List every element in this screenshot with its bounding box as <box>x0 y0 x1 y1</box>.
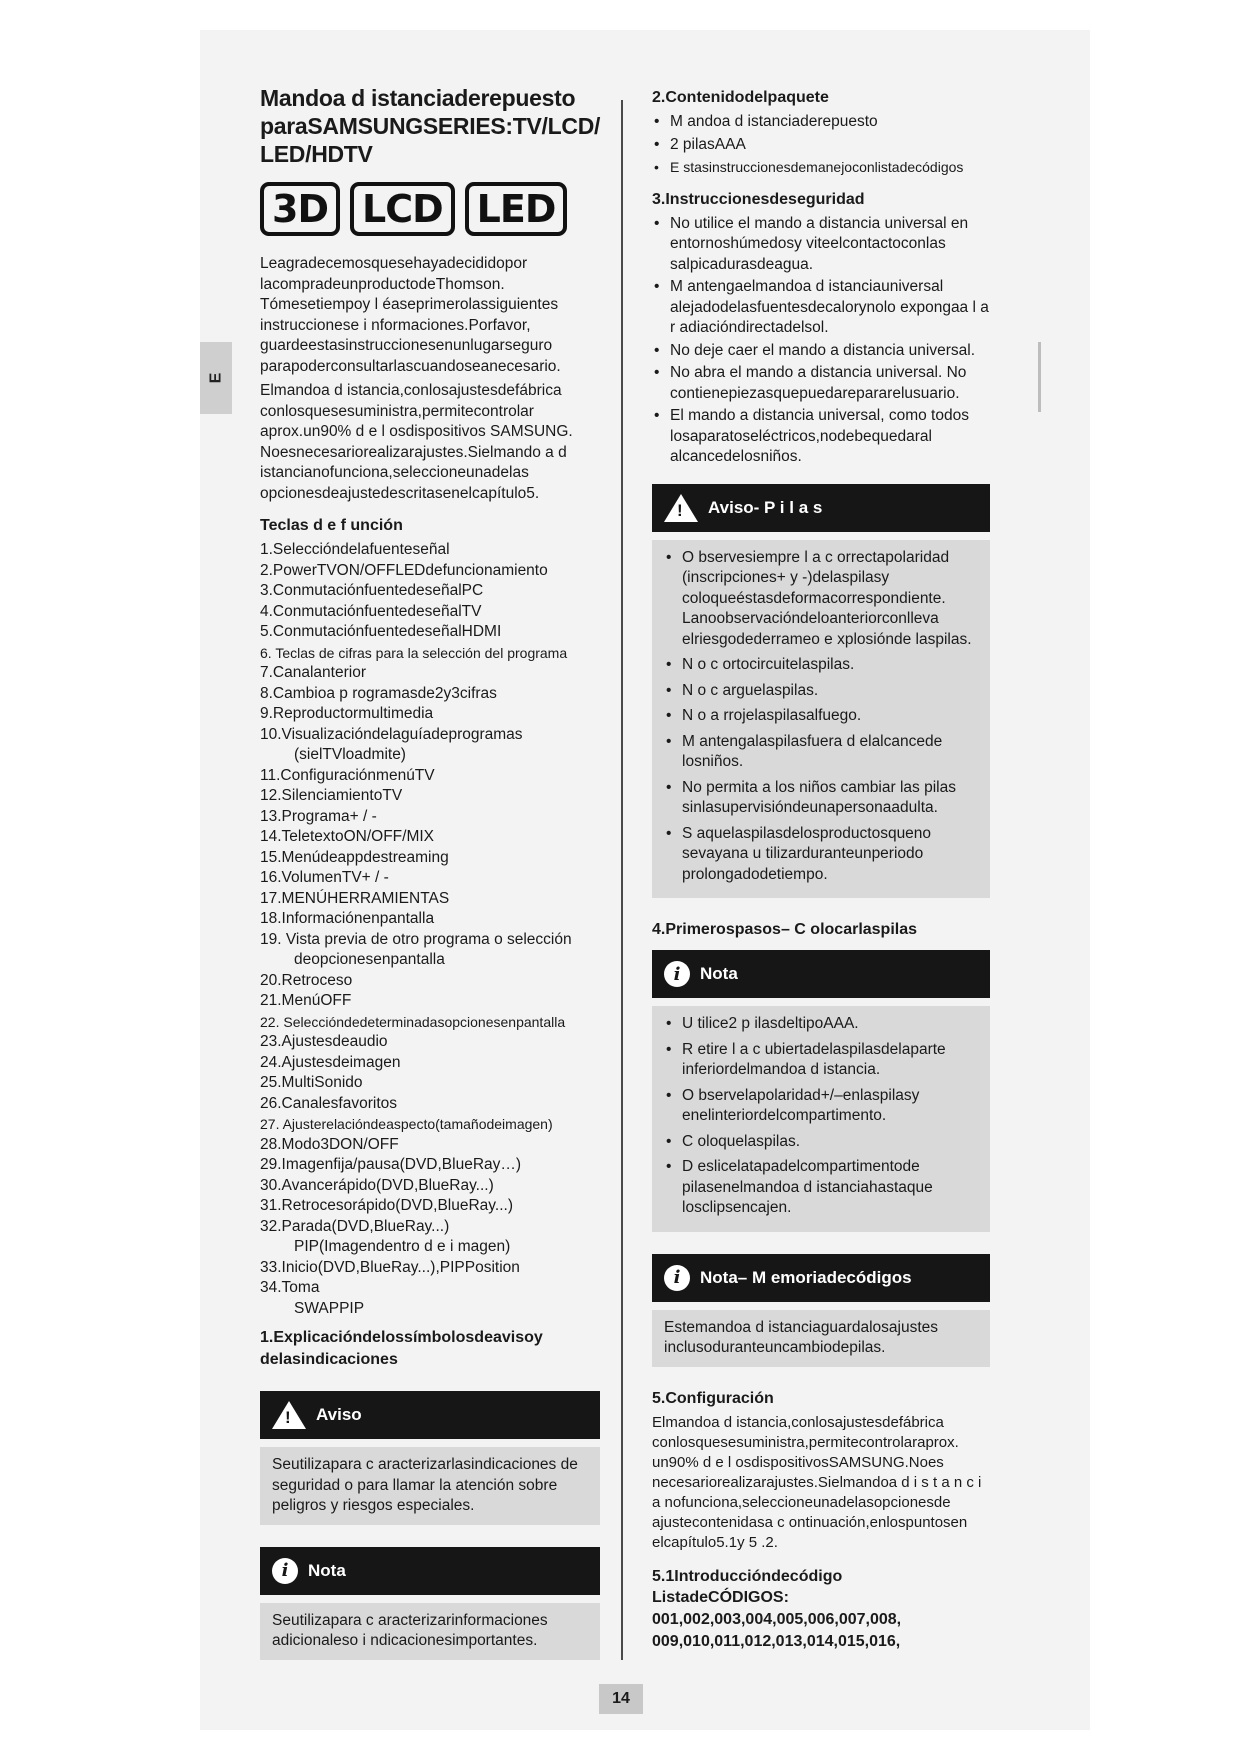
key-item: 28.Modo3DON/OFF <box>260 1135 399 1153</box>
aviso-pilas-box <box>652 540 990 899</box>
key-item: 4.ConmutaciónfuentedeseñalTV <box>260 602 482 620</box>
list-item: • El mando a distancia universal, como todos losaparatoseléctricos,nodebequedaral alcancedelosniños. <box>652 406 990 468</box>
section-1-heading: 1.Explicacióndelossímbolosdeavisoy delasindicaciones <box>260 1329 543 1368</box>
list-item: • M antengaelmandoa d istanciauniversal alejadodelasfuentesdecalorynolo expongaa l a r adiacióndirectadelsol. <box>652 277 990 339</box>
codes-line: 009,010,011,012,013,014,015,016, <box>652 1632 901 1650</box>
aviso-header <box>260 1391 600 1439</box>
safety-list <box>652 214 990 468</box>
key-item-continuation: PIP(Imagendentro d e i magen) <box>294 1238 511 1255</box>
badge-3d: 3D <box>260 182 340 236</box>
info-icon: i <box>272 1558 298 1584</box>
key-item-continuation: SWAPPIP <box>294 1299 365 1317</box>
key-item: 8.Cambioa p rogramasde2y3cifras <box>260 684 497 702</box>
list-item: • No abra el mando a distancia universal. No contienepiezasquepuedarepararelusuario. <box>652 363 990 404</box>
warning-icon <box>272 1401 306 1429</box>
keys-list <box>260 540 600 1319</box>
page-title: Mandoa d istanciaderepuesto paraSAMSUNGSERIES:TV/LCD/ LED/HDTV <box>260 85 601 167</box>
section-5-heading: 5.Configuración <box>652 1389 774 1407</box>
key-item: 18.Informaciónenpantalla <box>260 910 435 927</box>
list-item: • O bservesiempre l a c orrectapolaridad (inscripciones+ y -)delaspilasy coloqueéstasdeformacorrespondiente. Lanoobservacióndeloanteriorconlleva elriesgodederrameo e xplosiónde laspilas. <box>664 548 978 651</box>
nota-label: Nota <box>308 1560 346 1580</box>
nota-header <box>652 950 990 998</box>
key-item: 1.Seleccióndelafuenteseñal <box>260 541 450 558</box>
key-item: 27. Ajusterelacióndeaspecto(tamañodeimagen) <box>260 1116 553 1132</box>
key-item: 3.ConmutaciónfuentedeseñalPC <box>260 582 484 599</box>
left-column <box>260 84 600 1682</box>
key-item: 14.TeletextoON/OFF/MIX <box>260 828 434 845</box>
feature-badges <box>260 182 600 236</box>
battery-warnings-list <box>664 548 978 886</box>
key-item: 15.Menúdeappdestreaming <box>260 848 449 866</box>
key-item: 20.Retroceso <box>260 971 353 989</box>
intro-paragraph-2: Elmandoa d istancia,conlosajustesdefábrica conlosquesesuministra,permitecontrolar aprox.un90% d e l osdispositivos SAMSUNG. Noesnecesariorealizarajustes.Sielmando a d istancianofunciona,seleccioneunadelas opcionesdeajustedescritasenelcapítulo5. <box>260 382 573 502</box>
configuration-paragraph: Elmandoa d istancia,conlosajustesdefábrica conlosquesesuministra,permitecontrolaraprox. un90% d e l osdispositivosSAMSUNG.Noes necesariorealizarajustes.Sielmandoa d i s t a n c i a nofunciona,seleccioneunadelasopcionesde ajustecontenidasa c ontinuación,enlospuntosen elcapítulo5.1y 5 .2. <box>652 1413 982 1551</box>
package-contents-list <box>652 112 990 178</box>
key-item: 12.SilenciamientoTV <box>260 787 403 804</box>
aviso-label: Aviso <box>316 1405 362 1424</box>
aviso-pilas-header <box>652 484 990 532</box>
key-item: 5.ConmutaciónfuentedeseñalHDMI <box>260 623 502 640</box>
section-5-1-heading: 5.1Introduccióndecódigo <box>652 1567 843 1585</box>
list-item: • N o c ortocircuitelaspilas. <box>664 655 978 676</box>
memoria-label: Nota– M emoriadecódigos <box>700 1267 912 1287</box>
intro-paragraph: Leagradecemosquesehayadecididopor lacompradeunproductodeThomson. Tómesetiempoy l éaseprimerolassiguientes instruccionese i nformaciones.Porfavor, guardeestasinstruccionesenunlugarseguro parapoderconsultarlascuandoseanecesario. <box>260 255 561 375</box>
list-item: • No utilice el mando a distancia universal en entornoshúmedosy viteelcontactoconlas salpicadurasdeagua. <box>652 214 990 276</box>
key-item: 9.Reproductormultimedia <box>260 705 434 722</box>
codes-label: ListadeCÓDIGOS: <box>652 1588 789 1606</box>
language-tab: E <box>200 342 232 414</box>
badge-lcd: LCD <box>350 182 455 236</box>
key-item: 6. Teclas de cifras para la selección del programa <box>260 644 568 661</box>
key-item-continuation: (sielTVloadmite) <box>294 746 406 763</box>
nota-text: Seutilizapara c aracterizarinformaciones adicionaleso i ndicacionesimportantes. <box>260 1603 600 1660</box>
key-item: 23.Ajustesdeaudio <box>260 1033 388 1050</box>
key-item: 21.MenúOFF <box>260 992 352 1009</box>
margin-mark <box>1038 342 1041 412</box>
column-divider <box>621 100 623 1660</box>
list-item: • M antengalaspilasfuera d elalcancede losniños. <box>664 732 978 773</box>
key-item: 2.PowerTVON/OFFLEDdefuncionamiento <box>260 561 548 579</box>
warning-icon <box>664 494 698 522</box>
battery-steps-list <box>664 1014 978 1219</box>
list-item: • N o a rrojelaspilasalfuego. <box>664 706 978 727</box>
page-number: 14 <box>599 1684 643 1714</box>
key-item: 30.Avancerápido(DVD,BlueRay...) <box>260 1176 494 1194</box>
key-item: 19. Vista previa de otro programa o selección <box>260 930 572 948</box>
list-item: • E stasinstruccionesdemanejoconlistadecódigos <box>652 157 990 178</box>
key-item: 10.Visualizacióndelaguíadeprogramas <box>260 725 523 743</box>
key-item: 24.Ajustesdeimagen <box>260 1053 401 1071</box>
key-item: 32.Parada(DVD,BlueRay...) <box>260 1217 450 1235</box>
keys-heading: Teclas d e f unción <box>260 517 403 534</box>
key-item: 16.VolumenTV+ / - <box>260 869 389 886</box>
key-item: 11.ConfiguraciónmenúTV <box>260 766 435 784</box>
section-3-heading: 3.Instruccionesdeseguridad <box>652 190 865 208</box>
list-item: • O bservelapolaridad+/–enlaspilasy enelinteriordelcompartimento. <box>664 1086 978 1127</box>
list-item: • D eslicelatapadelcompartimentode pilasenelmandoa d istanciahastaque losclipsencajen. <box>664 1157 978 1219</box>
section-4-heading: 4.Primerospasos– C olocarlaspilas <box>652 921 918 938</box>
right-column <box>652 88 990 1653</box>
list-item: • S aquelaspilasdelosproductosqueno sevayana u tilizarduranteunperiodo prolongadodetiempo. <box>664 824 978 886</box>
list-item: • U tilice2 p ilasdeltipoAAA. <box>664 1014 978 1035</box>
key-item: 26.Canalesfavoritos <box>260 1094 397 1112</box>
list-item: • N o c arguelaspilas. <box>664 681 978 702</box>
info-icon: i <box>664 961 690 987</box>
memoria-header <box>652 1254 990 1302</box>
key-item: 25.MultiSonido <box>260 1074 363 1091</box>
list-item: • C oloquelaspilas. <box>664 1132 978 1153</box>
key-item: 13.Programa+ / - <box>260 807 377 825</box>
codes-line: 001,002,003,004,005,006,007,008, <box>652 1610 902 1628</box>
aviso-text: Seutilizapara c aracterizarlasindicaciones de seguridad o para llamar la atención sobre peligros y riesgos especiales. <box>260 1447 600 1525</box>
key-item: 31.Retrocesorápido(DVD,BlueRay...) <box>260 1197 513 1214</box>
key-item: 7.Canalanterior <box>260 664 366 681</box>
nota-header <box>260 1547 600 1595</box>
memoria-text: Estemandoa d istanciaguardalosajustes inclusoduranteuncambiodepilas. <box>652 1310 990 1367</box>
badge-led: LED <box>465 182 568 236</box>
key-item: 29.Imagenfija/pausa(DVD,BlueRay…) <box>260 1156 522 1173</box>
info-icon: i <box>664 1265 690 1291</box>
key-item: 34.Toma <box>260 1279 320 1296</box>
key-item: 33.Inicio(DVD,BlueRay...),PIPPosition <box>260 1258 520 1276</box>
nota-box <box>652 1006 990 1232</box>
list-item: • No deje caer el mando a distancia universal. <box>652 341 990 362</box>
key-item: 22. Seleccióndedeterminadasopcionesenpantalla <box>260 1013 566 1030</box>
nota-label: Nota <box>700 964 738 983</box>
key-item-continuation: deopcionesenpantalla <box>294 951 445 968</box>
list-item: • R etire l a c ubiertadelaspilasdelaparte inferiordelmandoa d istancia. <box>664 1040 978 1081</box>
aviso-pilas-label: Aviso- P i l a s <box>708 497 823 517</box>
list-item: • M andoa d istanciaderepuesto <box>652 112 990 133</box>
list-item: • No permita a los niños cambiar las pilas sinlasupervisióndeunapersonaadulta. <box>664 778 978 819</box>
list-item: • 2 pilasAAA <box>652 135 990 156</box>
section-2-heading: 2.Contenidodelpaquete <box>652 89 829 106</box>
key-item: 17.MENÚHERRAMIENTAS <box>260 889 450 907</box>
